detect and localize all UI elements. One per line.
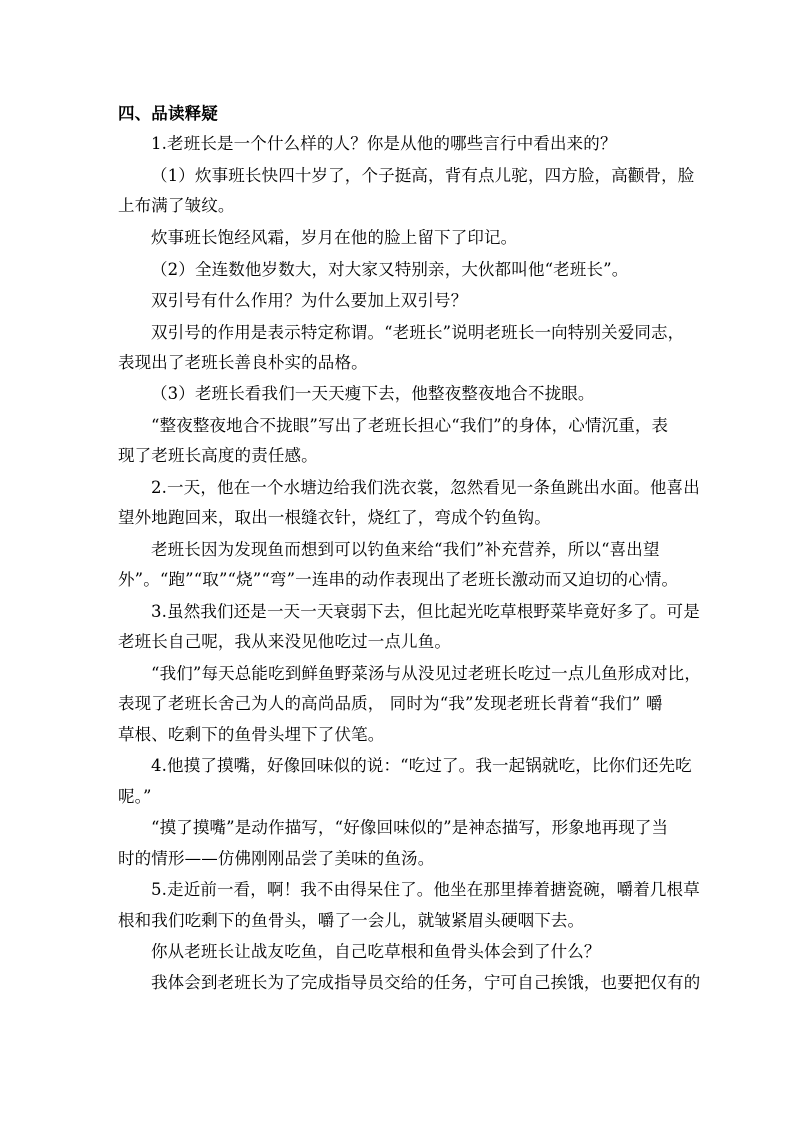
answer-quotes-line-1: 双引号的作用是表示特定称谓。“老班长”说明老班长一向特别关爱同志， (151, 323, 685, 342)
answer-4-line-2: 时的情形——仿佛刚刚品尝了美味的鱼汤。 (118, 849, 435, 868)
answer-1-3-line-1: “整夜整夜地合不拢眼”写出了老班长担心“我们”的身体，心情沉重，表 (151, 416, 669, 435)
sub-question-quotes: 双引号有什么作用？为什么要加上双引号？ (151, 291, 468, 310)
quote-1-2: （2）全连数他岁数大，对大家又特别亲，大伙都叫他“老班长”。 (151, 260, 629, 279)
quote-1-line-1: （1）炊事班长快四十岁了，个子挺高，背有点儿驼，四方脸，高颧骨，脸 (151, 166, 695, 185)
answer-1-1: 炊事班长饱经风霜，岁月在他的脸上留下了印记。 (151, 228, 518, 247)
question-3-line-1: 3.虽然我们还是一天一天衰弱下去，但比起光吃草根野菜毕竟好多了。可是 (151, 602, 700, 621)
question-3-line-2: 老班长自己呢，我从来没见他吃过一点儿鱼。 (118, 632, 451, 651)
answer-3-line-1: “我们”每天总能吃到鲜鱼野菜汤与从没见过老班长吃过一点儿鱼形成对比， (151, 664, 701, 683)
question-2-line-1: 2.一天，他在一个水塘边给我们洗衣裳，忽然看见一条鱼跳出水面。他喜出 (151, 478, 700, 497)
question-5-line-1: 5.走近前一看，啊！我不由得呆住了。他坐在那里捧着搪瓷碗，嚼着几根草 (151, 880, 700, 899)
answer-2-line-1: 老班长因为发现鱼而想到可以钓鱼来给“我们”补充营养，所以“喜出望 (151, 540, 660, 559)
quote-1-line-2: 上布满了皱纹。 (118, 196, 235, 215)
question-4-line-2: 呢。” (118, 787, 152, 806)
sub-question-5: 你从老班长让战友吃鱼，自己吃草根和鱼骨头体会到了什么？ (151, 942, 601, 961)
answer-2-line-2: 外”。“跑”“取”“烧”“弯”一连串的动作表现出了老班长激动而又迫切的心情。 (118, 570, 679, 589)
answer-5-line-1: 我体会到老班长为了完成指导员交给的任务，宁可自己挨饿，也要把仅有的 (151, 973, 701, 992)
answer-quotes-line-2: 表现出了老班长善良朴实的品格。 (118, 353, 368, 372)
question-1: 1.老班长是一个什么样的人？你是从他的哪些言行中看出来的？ (151, 134, 617, 153)
answer-4-line-1: “摸了摸嘴”是动作描写，“好像回味似的”是神态描写，形象地再现了当 (151, 818, 669, 837)
answer-3-line-3: 草根、吃剩下的鱼骨头埋下了伏笔。 (118, 725, 385, 744)
question-5-line-2: 根和我们吃剩下的鱼骨头，嚼了一会儿，就皱紧眉头硬咽下去。 (118, 911, 585, 930)
question-2-line-2: 望外地跑回来，取出一根缝衣针，烧红了，弯成个钓鱼钩。 (118, 508, 551, 527)
answer-3-line-2: 表现了老班长舍己为人的高尚品质， 同时为“我”发现老班长背着“我们” 嚼 (118, 694, 663, 713)
quote-1-3: （3）老班长看我们一天天瘦下去，他整夜整夜地合不拢眼。 (151, 384, 595, 403)
section-heading: 四、品读释疑 (118, 104, 218, 123)
answer-1-3-line-2: 现了老班长高度的责任感。 (118, 446, 318, 465)
question-4-line-1: 4.他摸了摸嘴，好像回味似的说：“吃过了。我一起锅就吃，比你们还先吃 (151, 756, 692, 775)
